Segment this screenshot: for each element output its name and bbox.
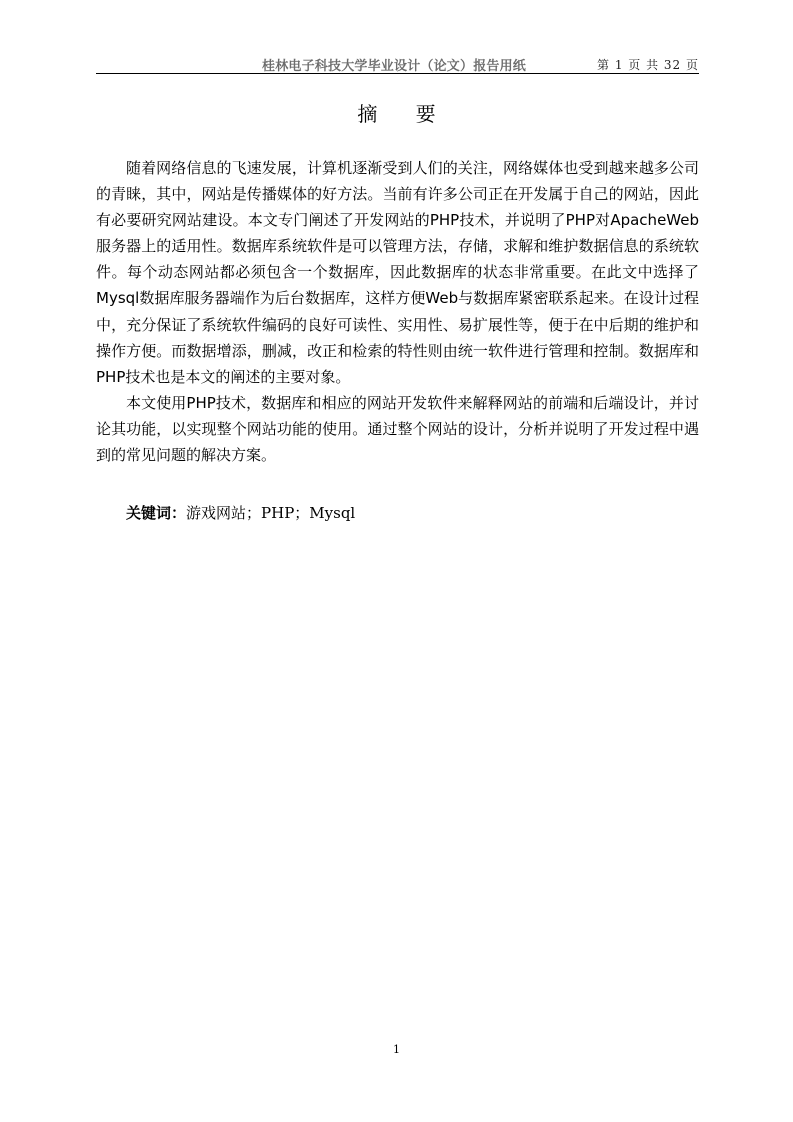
page-header: [96, 55, 699, 73]
keywords-line: [126, 502, 355, 523]
keywords-label: 关键词：: [126, 504, 187, 522]
header-page-info: 第 1 页 共 32 页: [597, 58, 699, 72]
page-number: 1: [393, 1043, 400, 1056]
keywords-values: 游戏网站；PHP；Mysql: [186, 504, 356, 522]
header-rule: [96, 73, 699, 74]
abstract-paragraph-1: 随着网络信息的飞速发展，计算机逐渐受到人们的关注，网络媒体也受到越来越多公司的青睐，其中，网站是传播媒体的好方法。当前有许多公司正在开发属于自己的网站，因此有必要研究网站建设。本文专门阐述了开发网站的PHP技术，并说明了PHP对ApacheWeb服务器上的适用性。数据库系统软件是可以管理方法，存储，求解和维护数据信息的系统软件。每个动态网站都必须包含一个数据库，因此数据库的状态非常重要。在此文中选择了Mysql数据库服务器端作为后台数据库，这样方便Web与数据库紧密联系起来。在设计过程中，充分保证了系统软件编码的良好可读性、实用性、易扩展性等，便于在中后期的维护和操作方便。而数据增添，删减，改正和检索的特性则由统一软件进行管理和控制。数据库和PHP技术也是本文的阐述的主要对象。: [96, 159, 699, 386]
abstract-body: [96, 155, 699, 468]
abstract-title: 摘 要: [357, 102, 452, 126]
abstract-paragraph-2: 本文使用PHP技术，数据库和相应的网站开发软件来解释网站的前端和后端设计，并讨论其功能，以实现整个网站功能的使用。通过整个网站的设计，分析并说明了开发过程中遇到的常见问题的解决方案。: [96, 393, 699, 465]
header-title: 桂林电子科技大学毕业设计（论文）报告用纸: [262, 59, 527, 74]
